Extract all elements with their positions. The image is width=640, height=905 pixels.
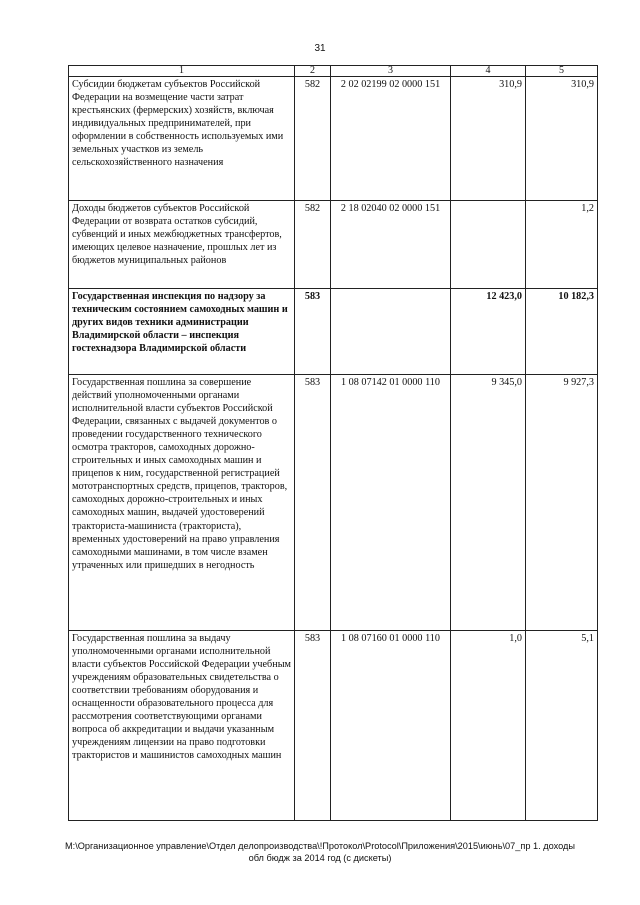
row-fact: 310,9 <box>526 77 598 201</box>
table-row <box>69 375 598 631</box>
row-name: Государственная пошлина за совершение действий уполномоченными органами исполнительной власти субъектов Российской Федерации, связанных с выдачей документов о проведении государственного технического осмотра тракторов, самоходных дорожно-строительных и иных самоходных машин и прицепов к ним, государственной регистрацией мототранспортных средств, прицепов, тракторов, самоходных дорожно-строительных и иных самоходных машин, выдачей удостоверений тракториста-машиниста (тракториста), временных удостоверений на право управления самоходными машинами, в том числе взамен утраченных или пришедших в негодность <box>69 375 295 631</box>
table-row <box>69 631 598 821</box>
table-row <box>69 289 598 375</box>
row-plan <box>451 201 526 289</box>
table-row <box>69 201 598 289</box>
table-header-row <box>69 66 598 77</box>
row-admin-code: 583 <box>295 375 331 631</box>
row-kbk: 2 02 02199 02 0000 151 <box>331 77 451 201</box>
row-plan: 12 423,0 <box>451 289 526 375</box>
row-fact: 5,1 <box>526 631 598 821</box>
row-name: Субсидии бюджетам субъектов Российской Федерации на возмещение части затрат крестьянских (фермерских) хозяйств, включая индивидуальных предпринимателей, при оформлении в собственность используемых ими земельных участков из земель сельскохозяйственного назначения <box>69 77 295 201</box>
file-path-footer <box>40 840 600 864</box>
column-header-plan: 4 <box>451 66 526 77</box>
table-row <box>69 77 598 201</box>
column-header-admin-code: 2 <box>295 66 331 77</box>
row-plan: 1,0 <box>451 631 526 821</box>
footer-line-2: обл бюдж за 2014 год (с дискеты) <box>248 853 392 863</box>
row-admin-code: 583 <box>295 631 331 821</box>
page-number: 31 <box>314 43 326 54</box>
row-plan: 9 345,0 <box>451 375 526 631</box>
row-kbk <box>331 289 451 375</box>
row-kbk: 1 08 07142 01 0000 110 <box>331 375 451 631</box>
column-header-name: 1 <box>69 66 295 77</box>
footer-line-1: M:\Организационное управление\Отдел делопроизводства\!Протокол\Protocol\Приложения\2015\июнь\07_пр 1. доходы <box>65 841 575 851</box>
row-name: Доходы бюджетов субъектов Российской Федерации от возврата остатков субсидий, субвенций и иных межбюджетных трансфертов, имеющих целевое назначение, прошлых лет из бюджетов муниципальных районов <box>69 201 295 289</box>
row-kbk: 2 18 02040 02 0000 151 <box>331 201 451 289</box>
row-admin-code: 583 <box>295 289 331 375</box>
column-header-fact: 5 <box>526 66 598 77</box>
row-admin-code: 582 <box>295 201 331 289</box>
row-fact: 1,2 <box>526 201 598 289</box>
column-header-kbk: 3 <box>331 66 451 77</box>
row-fact: 9 927,3 <box>526 375 598 631</box>
row-plan: 310,9 <box>451 77 526 201</box>
row-fact: 10 182,3 <box>526 289 598 375</box>
revenue-table <box>68 65 598 821</box>
row-name: Государственная пошлина за выдачу уполномоченными органами исполнительной власти субъектов Российской Федерации учебным учреждениям образовательных свидетельства о соответствии требованиям оборудования и оснащенности образовательного процесса для рассмотрения соответствующими органами вопроса об аккредитации и выдачи указанным учреждениям лицензии на право подготовки трактористов и машинистов самоходных машин <box>69 631 295 821</box>
row-name: Государственная инспекция по надзору за техническим состоянием самоходных машин и других видов техники администрации Владимирской области – инспекция гостехнадзора Владимирской области <box>69 289 295 375</box>
row-admin-code: 582 <box>295 77 331 201</box>
row-kbk: 1 08 07160 01 0000 110 <box>331 631 451 821</box>
